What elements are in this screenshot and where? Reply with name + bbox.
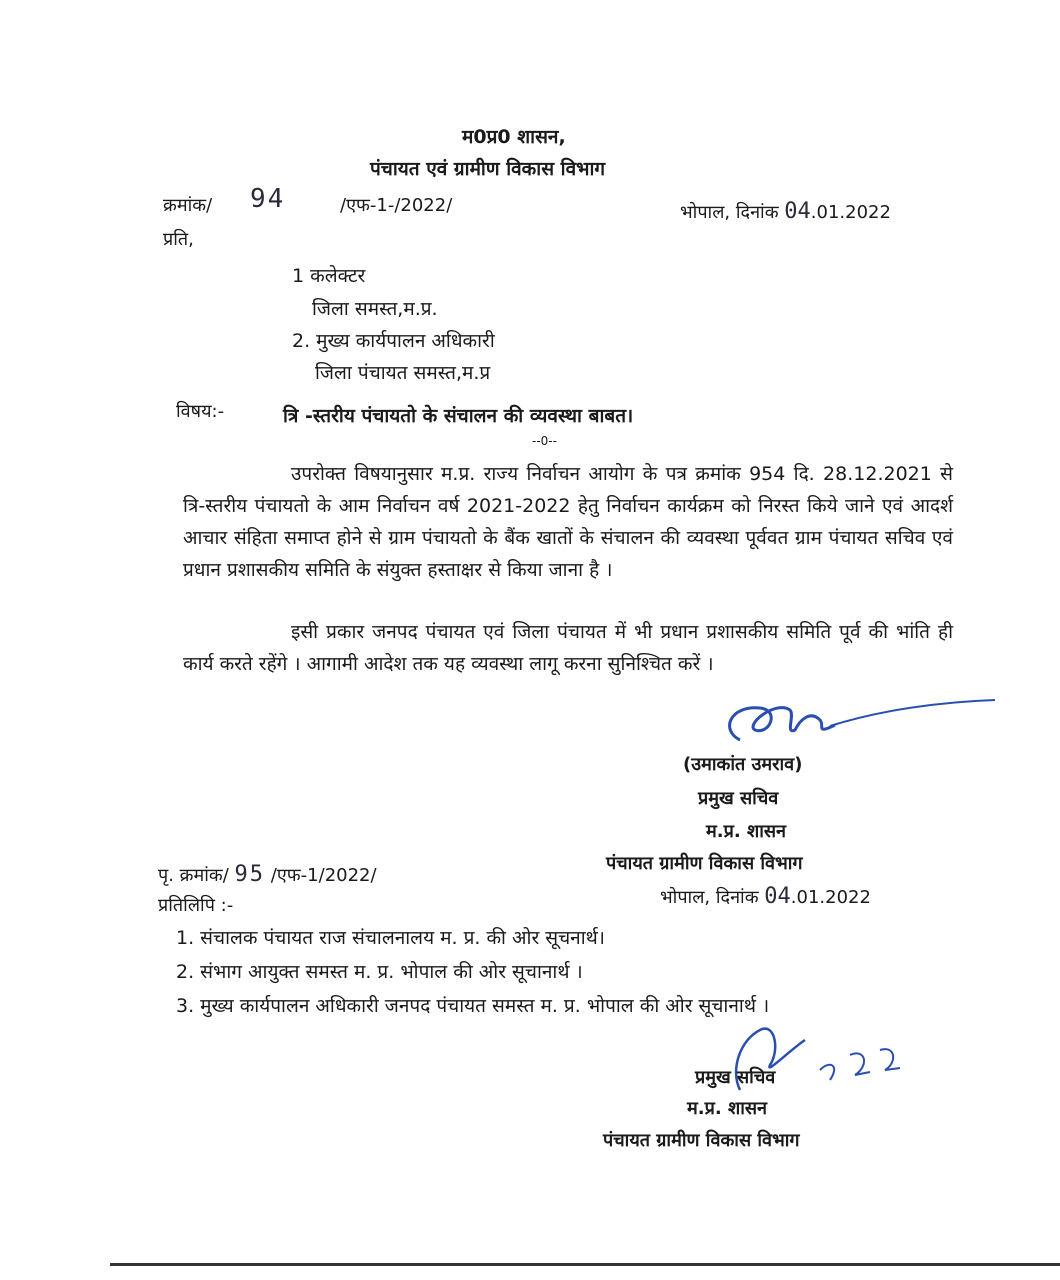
copy-number: [158, 862, 377, 887]
signature-mark: [700, 690, 1000, 760]
signatory-date-suffix: .01.2022: [790, 887, 871, 908]
body-paragraph-1: उपरोक्त विषयानुसार म.प्र. राज्य निर्वाचन आयोग के पत्र क्रमांक 954 दि. 28.12.2021 से त्रि-स्तरीय पंचायतो के आम निर्वाचन वर्ष 2021-2022 हेतु निर्वाचन कार्यक्रम को निरस्त किये जाने एवं आदर्श आचार संहिता समाप्त होने से ग्राम पंचायतो के बैंक खातों के संचालन की व्यवस्था पूर्ववत ग्राम पंचायत सचिव एवं प्रधान प्रशासकीय समिति के संयुक्त हस्ताक्षर से किया जाना है ।: [183, 463, 953, 581]
letter-number-handwritten: 94: [250, 184, 286, 214]
signatory-government: म.प्र. शासन: [706, 821, 787, 842]
copy-signatory-government: म.प्र. शासन: [687, 1098, 768, 1119]
letter-number-suffix: /एफ-1-/2022/: [340, 195, 453, 216]
letter-number-prefix: क्रमांक/: [163, 195, 213, 216]
recipient-1-scope: जिला समस्त,म.प्र.: [312, 298, 438, 320]
header-department: पंचायत एवं ग्रामीण विकास विभाग: [370, 158, 606, 180]
copy-signatory-department: पंचायत ग्रामीण विकास विभाग: [603, 1130, 800, 1151]
signatory-department: पंचायत ग्रामीण विकास विभाग: [606, 853, 803, 874]
signatory-place-date: [660, 884, 871, 909]
recipient-2-title: 2. मुख्य कार्यपालन अधिकारी: [292, 330, 495, 352]
date-handwritten: 04: [784, 199, 811, 224]
body-paragraph-2: इसी प्रकार जनपद पंचायत एवं जिला पंचायत में भी प्रधान प्रशासकीय समिति पूर्व की भांति ही कार्य करते रहेंगे । आगामी आदेश तक यह व्यवस्था लागू करना सुनिश्चित करें ।: [183, 621, 953, 675]
copy-number-handwritten: 95: [234, 862, 266, 887]
to-label: प्रति,: [163, 229, 194, 250]
copy-item-3: 3. मुख्य कार्यपालन अधिकारी जनपद पंचायत समस्त म. प्र. भोपाल की ओर सूचानार्थ ।: [176, 995, 770, 1017]
signatory-name: (उमाकांत उमराव): [683, 754, 803, 775]
copy-number-prefix: पृ. क्रमांक/: [158, 865, 229, 886]
signatory-date-prefix: भोपाल, दिनांक: [660, 887, 759, 908]
bottom-edge-line: [110, 1263, 1060, 1266]
recipient-1-title: 1 कलेक्टर: [292, 265, 366, 287]
letter-place-date: [680, 199, 891, 224]
subject-text: त्रि -स्तरीय पंचायतो के संचालन की व्यवस्था बाबत।: [283, 405, 634, 427]
copy-item-1: 1. संचालक पंचायत राज संचालनालय म. प्र. की ओर सूचनार्थ।: [176, 927, 605, 949]
copy-number-suffix: /एफ-1/2022/: [270, 865, 377, 886]
recipient-2-scope: जिला पंचायत समस्त,म.प्र: [315, 362, 491, 384]
signatory-designation: प्रमुख सचिव: [698, 788, 779, 809]
date-prefix: भोपाल, दिनांक: [680, 202, 779, 223]
date-suffix: .01.2022: [810, 202, 891, 223]
signatory-date-handwritten: 04: [764, 884, 791, 909]
separator: --0--: [532, 434, 557, 448]
copy-label: प्रतिलिपि :-: [158, 895, 234, 916]
copy-signatory-designation: प्रमुख सचिव: [695, 1067, 776, 1088]
subject-label: विषय:-: [176, 401, 225, 422]
copy-item-2: 2. संभाग आयुक्त समस्त म. प्र. भोपाल की ओर सूचानार्थ ।: [176, 961, 583, 983]
header-government: म0प्र0 शासन,: [462, 126, 566, 148]
